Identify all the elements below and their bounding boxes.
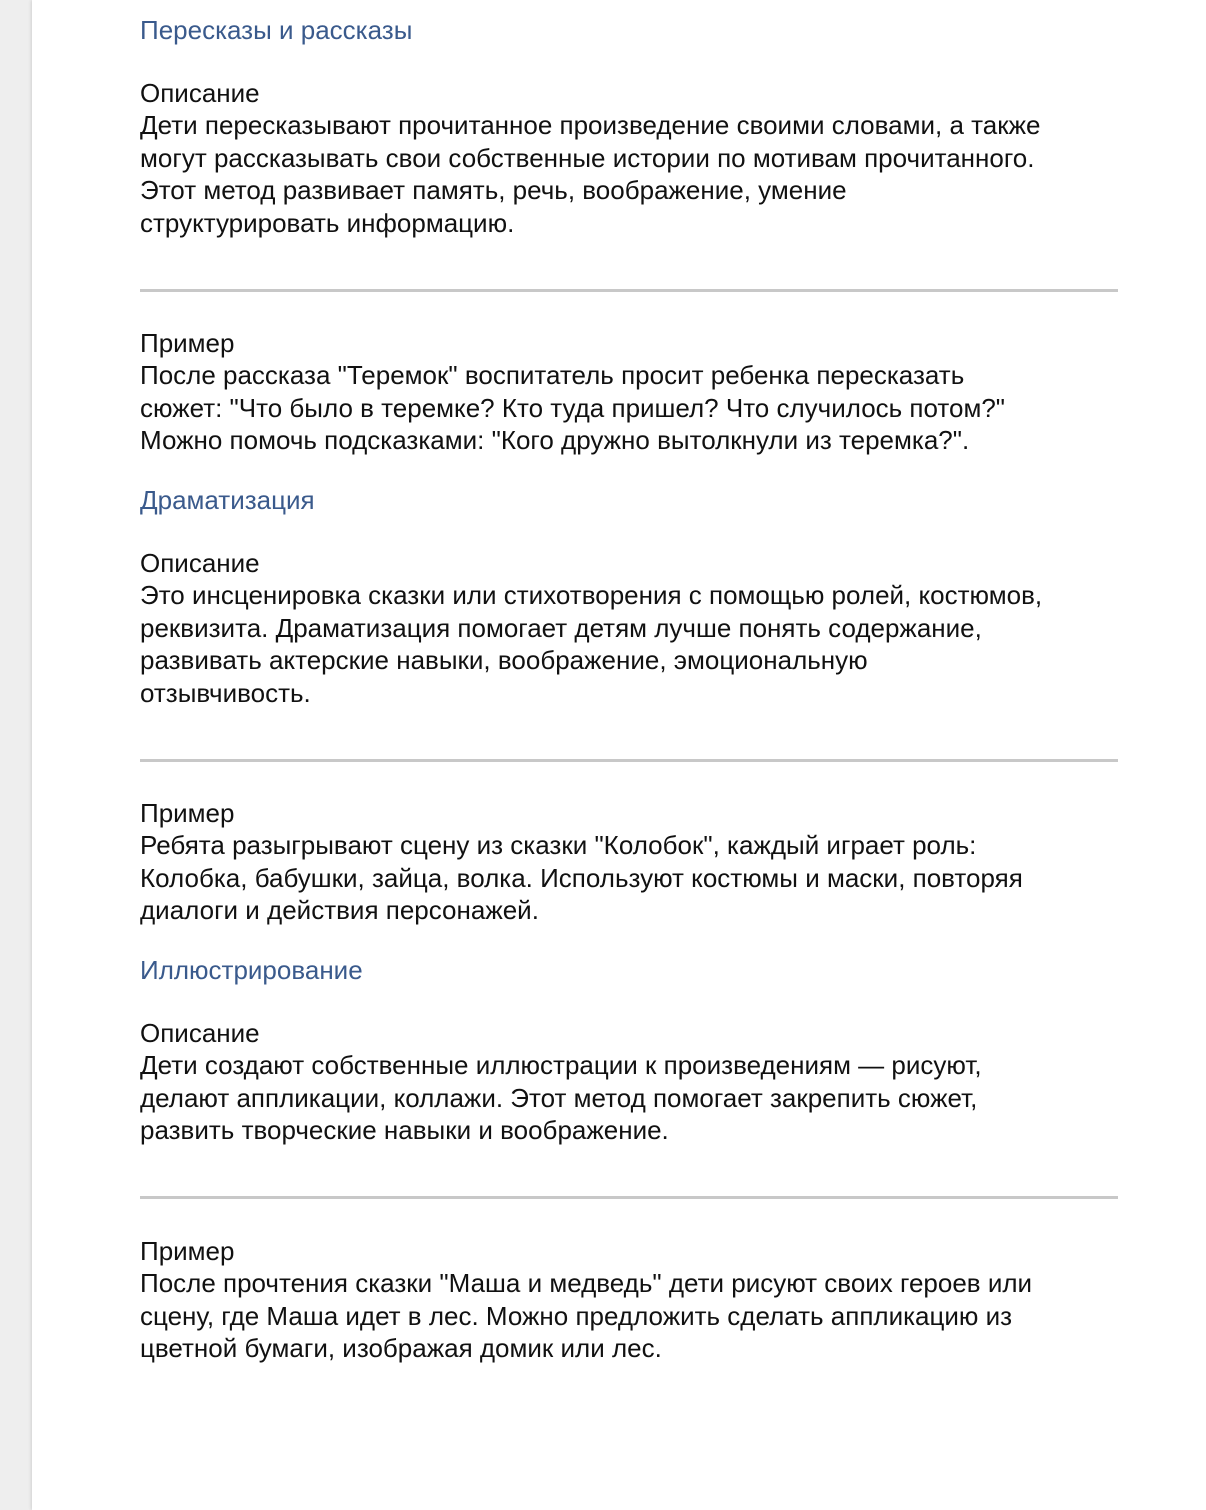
example-label: Пример — [140, 328, 235, 358]
description-line: развивать актерские навыки, воображение, эмоциональную — [140, 645, 868, 675]
example-line: Ребята разыгрывают сцену из сказки "Колобок", каждый играет роль: — [140, 830, 977, 860]
description-block — [140, 547, 1120, 709]
description-line: отзывчивость. — [140, 677, 311, 708]
divider — [140, 759, 1118, 762]
description-label: Описание — [140, 548, 260, 578]
example-line: диалоги и действия персонажей. — [140, 895, 539, 925]
description-label: Описание — [140, 78, 260, 108]
example-line: сцену, где Маша идет в лес. Можно предложить сделать аппликацию из — [140, 1300, 1013, 1331]
example-line: Можно помочь подсказками: "Кого дружно вытолкнули из теремка?". — [140, 425, 970, 455]
section-title: Иллюстрирование — [140, 955, 363, 985]
description-line: Это инсценировка сказки или стихотворения с помощью ролей, костюмов, — [140, 580, 1043, 610]
document-page — [32, 0, 1206, 1510]
example-label: Пример — [140, 1236, 235, 1266]
description-line: Дети создают собственные иллюстрации к произведениям — рисуют, — [140, 1050, 982, 1080]
divider — [140, 1196, 1118, 1199]
description-line: Этот метод развивает память, речь, воображение, умение — [140, 175, 847, 205]
description-line: Дети пересказывают прочитанное произведение своими словами, а также — [140, 110, 1041, 140]
example-line: После рассказа "Теремок" воспитатель просит ребенка пересказать — [140, 360, 965, 390]
example-block — [140, 797, 1120, 927]
section-title: Пересказы и рассказы — [140, 15, 413, 45]
description-block — [140, 77, 1120, 239]
description-block — [140, 1017, 1120, 1147]
example-line: После прочтения сказки "Маша и медведь" дети рисуют своих героев или — [140, 1268, 1033, 1298]
example-block — [140, 327, 1120, 457]
description-line: могут рассказывать свои собственные истории по мотивам прочитанного. — [140, 142, 1035, 173]
description-line: делают аппликации, коллажи. Этот метод помогает закрепить сюжет, — [140, 1082, 978, 1113]
section-title: Драматизация — [140, 485, 315, 515]
example-line: сюжет: "Что было в теремке? Кто туда пришел? Что случилось потом?" — [140, 392, 1006, 423]
example-label: Пример — [140, 798, 235, 828]
description-line: развить творческие навыки и воображение. — [140, 1115, 669, 1145]
description-label: Описание — [140, 1018, 260, 1048]
example-line: Колобка, бабушки, зайца, волка. Используют костюмы и маски, повторяя — [140, 862, 1023, 893]
example-block — [140, 1235, 1120, 1365]
description-line: реквизита. Драматизация помогает детям лучше понять содержание, — [140, 612, 982, 643]
divider — [140, 289, 1118, 292]
description-line: структурировать информацию. — [140, 207, 515, 238]
example-line: цветной бумаги, изображая домик или лес. — [140, 1333, 662, 1363]
